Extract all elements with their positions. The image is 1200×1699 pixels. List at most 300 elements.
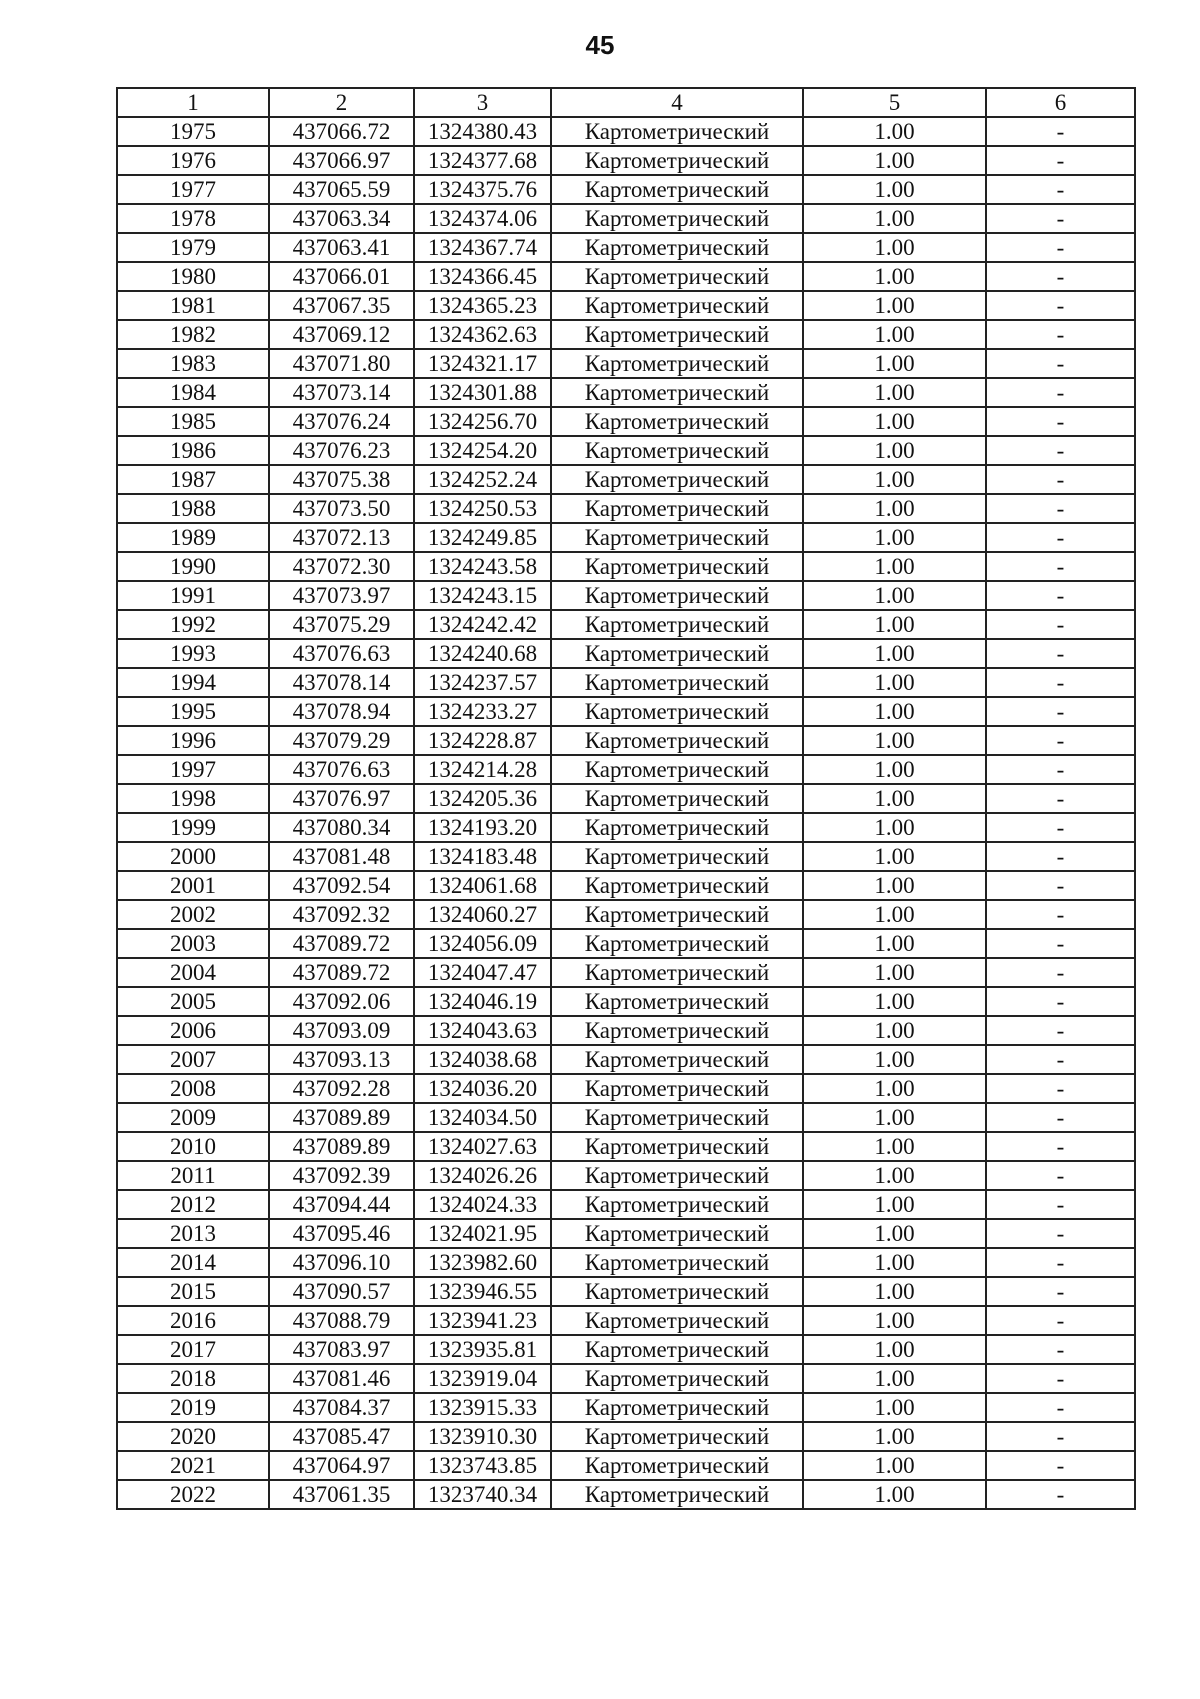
- table-row: [117, 465, 1135, 494]
- note-cell: -: [986, 552, 1135, 581]
- note-cell: -: [986, 494, 1135, 523]
- accuracy-cell: 1.00: [803, 1422, 986, 1451]
- table-row: [117, 1074, 1135, 1103]
- y-coordinate-cell: 1324233.27: [414, 697, 551, 726]
- note-cell: -: [986, 1248, 1135, 1277]
- method-cell: Картометрический: [551, 1451, 803, 1480]
- table-row: [117, 726, 1135, 755]
- point-number-cell: 1993: [117, 639, 269, 668]
- x-coordinate-cell: 437092.06: [269, 987, 414, 1016]
- x-coordinate-cell: 437080.34: [269, 813, 414, 842]
- method-cell: Картометрический: [551, 1277, 803, 1306]
- table-row: [117, 1045, 1135, 1074]
- x-coordinate-cell: 437073.50: [269, 494, 414, 523]
- accuracy-cell: 1.00: [803, 581, 986, 610]
- y-coordinate-cell: 1323743.85: [414, 1451, 551, 1480]
- method-cell: Картометрический: [551, 668, 803, 697]
- point-number-cell: 2020: [117, 1422, 269, 1451]
- method-cell: Картометрический: [551, 117, 803, 146]
- note-cell: -: [986, 726, 1135, 755]
- x-coordinate-cell: 437064.97: [269, 1451, 414, 1480]
- note-cell: -: [986, 1393, 1135, 1422]
- point-number-cell: 2022: [117, 1480, 269, 1509]
- table-row: [117, 697, 1135, 726]
- y-coordinate-cell: 1324321.17: [414, 349, 551, 378]
- x-coordinate-cell: 437066.72: [269, 117, 414, 146]
- table-row: [117, 1335, 1135, 1364]
- point-number-cell: 2017: [117, 1335, 269, 1364]
- x-coordinate-cell: 437075.38: [269, 465, 414, 494]
- x-coordinate-cell: 437066.01: [269, 262, 414, 291]
- accuracy-cell: 1.00: [803, 842, 986, 871]
- x-coordinate-cell: 437096.10: [269, 1248, 414, 1277]
- x-coordinate-cell: 437078.94: [269, 697, 414, 726]
- y-coordinate-cell: 1324366.45: [414, 262, 551, 291]
- note-cell: -: [986, 1422, 1135, 1451]
- column-header: 2: [269, 88, 414, 117]
- point-number-cell: 1985: [117, 407, 269, 436]
- point-number-cell: 2013: [117, 1219, 269, 1248]
- x-coordinate-cell: 437095.46: [269, 1219, 414, 1248]
- accuracy-cell: 1.00: [803, 871, 986, 900]
- y-coordinate-cell: 1324367.74: [414, 233, 551, 262]
- table-row: [117, 1132, 1135, 1161]
- accuracy-cell: 1.00: [803, 1393, 986, 1422]
- note-cell: -: [986, 117, 1135, 146]
- page-number: 45: [585, 30, 615, 60]
- method-cell: Картометрический: [551, 523, 803, 552]
- x-coordinate-cell: 437076.23: [269, 436, 414, 465]
- accuracy-cell: 1.00: [803, 1364, 986, 1393]
- note-cell: -: [986, 320, 1135, 349]
- accuracy-cell: 1.00: [803, 1248, 986, 1277]
- method-cell: Картометрический: [551, 262, 803, 291]
- table-row: [117, 1480, 1135, 1509]
- note-cell: -: [986, 871, 1135, 900]
- method-cell: Картометрический: [551, 1306, 803, 1335]
- table-row: [117, 262, 1135, 291]
- column-header: 1: [117, 88, 269, 117]
- y-coordinate-cell: 1324034.50: [414, 1103, 551, 1132]
- point-number-cell: 1997: [117, 755, 269, 784]
- y-coordinate-cell: 1324237.57: [414, 668, 551, 697]
- x-coordinate-cell: 437067.35: [269, 291, 414, 320]
- table-row: [117, 523, 1135, 552]
- method-cell: Картометрический: [551, 784, 803, 813]
- x-coordinate-cell: 437066.97: [269, 146, 414, 175]
- accuracy-cell: 1.00: [803, 436, 986, 465]
- table-row: [117, 407, 1135, 436]
- method-cell: Картометрический: [551, 1074, 803, 1103]
- accuracy-cell: 1.00: [803, 958, 986, 987]
- x-coordinate-cell: 437093.09: [269, 1016, 414, 1045]
- point-number-cell: 2018: [117, 1364, 269, 1393]
- x-coordinate-cell: 437092.32: [269, 900, 414, 929]
- accuracy-cell: 1.00: [803, 1190, 986, 1219]
- point-number-cell: 1999: [117, 813, 269, 842]
- note-cell: -: [986, 813, 1135, 842]
- point-number-cell: 2004: [117, 958, 269, 987]
- method-cell: Картометрический: [551, 929, 803, 958]
- y-coordinate-cell: 1324380.43: [414, 117, 551, 146]
- y-coordinate-cell: 1324027.63: [414, 1132, 551, 1161]
- y-coordinate-cell: 1324365.23: [414, 291, 551, 320]
- note-cell: -: [986, 842, 1135, 871]
- column-header: 5: [803, 88, 986, 117]
- point-number-cell: 1976: [117, 146, 269, 175]
- method-cell: Картометрический: [551, 871, 803, 900]
- method-cell: Картометрический: [551, 494, 803, 523]
- point-number-cell: 1986: [117, 436, 269, 465]
- method-cell: Картометрический: [551, 755, 803, 784]
- y-coordinate-cell: 1323915.33: [414, 1393, 551, 1422]
- method-cell: Картометрический: [551, 842, 803, 871]
- y-coordinate-cell: 1323982.60: [414, 1248, 551, 1277]
- accuracy-cell: 1.00: [803, 175, 986, 204]
- y-coordinate-cell: 1324254.20: [414, 436, 551, 465]
- table-row: [117, 494, 1135, 523]
- point-number-cell: 1977: [117, 175, 269, 204]
- y-coordinate-cell: 1324060.27: [414, 900, 551, 929]
- table-row: [117, 291, 1135, 320]
- method-cell: Картометрический: [551, 581, 803, 610]
- note-cell: -: [986, 987, 1135, 1016]
- method-cell: Картометрический: [551, 1045, 803, 1074]
- x-coordinate-cell: 437094.44: [269, 1190, 414, 1219]
- y-coordinate-cell: 1324183.48: [414, 842, 551, 871]
- accuracy-cell: 1.00: [803, 755, 986, 784]
- method-cell: Картометрический: [551, 1219, 803, 1248]
- column-header: 4: [551, 88, 803, 117]
- x-coordinate-cell: 437092.39: [269, 1161, 414, 1190]
- accuracy-cell: 1.00: [803, 320, 986, 349]
- note-cell: -: [986, 175, 1135, 204]
- x-coordinate-cell: 437088.79: [269, 1306, 414, 1335]
- method-cell: Картометрический: [551, 1161, 803, 1190]
- note-cell: -: [986, 755, 1135, 784]
- y-coordinate-cell: 1324214.28: [414, 755, 551, 784]
- table-row: [117, 1219, 1135, 1248]
- accuracy-cell: 1.00: [803, 813, 986, 842]
- table-row: [117, 900, 1135, 929]
- method-cell: Картометрический: [551, 900, 803, 929]
- x-coordinate-cell: 437076.63: [269, 639, 414, 668]
- note-cell: -: [986, 1480, 1135, 1509]
- table-row: [117, 117, 1135, 146]
- accuracy-cell: 1.00: [803, 117, 986, 146]
- x-coordinate-cell: 437073.14: [269, 378, 414, 407]
- table-row: [117, 175, 1135, 204]
- table-row: [117, 610, 1135, 639]
- accuracy-cell: 1.00: [803, 697, 986, 726]
- point-number-cell: 1991: [117, 581, 269, 610]
- y-coordinate-cell: 1324249.85: [414, 523, 551, 552]
- accuracy-cell: 1.00: [803, 291, 986, 320]
- accuracy-cell: 1.00: [803, 1016, 986, 1045]
- y-coordinate-cell: 1324374.06: [414, 204, 551, 233]
- table-row: [117, 146, 1135, 175]
- table-row: [117, 1161, 1135, 1190]
- method-cell: Картометрический: [551, 291, 803, 320]
- note-cell: -: [986, 639, 1135, 668]
- method-cell: Картометрический: [551, 204, 803, 233]
- y-coordinate-cell: 1324056.09: [414, 929, 551, 958]
- x-coordinate-cell: 437069.12: [269, 320, 414, 349]
- point-number-cell: 1979: [117, 233, 269, 262]
- note-cell: -: [986, 378, 1135, 407]
- method-cell: Картометрический: [551, 436, 803, 465]
- method-cell: Картометрический: [551, 610, 803, 639]
- accuracy-cell: 1.00: [803, 146, 986, 175]
- y-coordinate-cell: 1324061.68: [414, 871, 551, 900]
- note-cell: -: [986, 697, 1135, 726]
- point-number-cell: 1987: [117, 465, 269, 494]
- y-coordinate-cell: 1324377.68: [414, 146, 551, 175]
- x-coordinate-cell: 437089.89: [269, 1103, 414, 1132]
- point-number-cell: 2019: [117, 1393, 269, 1422]
- y-coordinate-cell: 1324362.63: [414, 320, 551, 349]
- y-coordinate-cell: 1324240.68: [414, 639, 551, 668]
- note-cell: -: [986, 1045, 1135, 1074]
- y-coordinate-cell: 1324242.42: [414, 610, 551, 639]
- method-cell: Картометрический: [551, 146, 803, 175]
- table-row: [117, 1364, 1135, 1393]
- x-coordinate-cell: 437078.14: [269, 668, 414, 697]
- accuracy-cell: 1.00: [803, 1103, 986, 1132]
- note-cell: -: [986, 349, 1135, 378]
- table-row: [117, 1306, 1135, 1335]
- accuracy-cell: 1.00: [803, 1132, 986, 1161]
- table-row: [117, 668, 1135, 697]
- accuracy-cell: 1.00: [803, 929, 986, 958]
- method-cell: Картометрический: [551, 378, 803, 407]
- x-coordinate-cell: 437092.54: [269, 871, 414, 900]
- note-cell: -: [986, 262, 1135, 291]
- x-coordinate-cell: 437076.24: [269, 407, 414, 436]
- table-row: [117, 581, 1135, 610]
- x-coordinate-cell: 437089.72: [269, 958, 414, 987]
- note-cell: -: [986, 929, 1135, 958]
- x-coordinate-cell: 437084.37: [269, 1393, 414, 1422]
- x-coordinate-cell: 437081.46: [269, 1364, 414, 1393]
- note-cell: -: [986, 1277, 1135, 1306]
- note-cell: -: [986, 610, 1135, 639]
- table-row: [117, 1103, 1135, 1132]
- x-coordinate-cell: 437090.57: [269, 1277, 414, 1306]
- accuracy-cell: 1.00: [803, 1161, 986, 1190]
- method-cell: Картометрический: [551, 1422, 803, 1451]
- note-cell: -: [986, 146, 1135, 175]
- table-body: [117, 117, 1135, 1509]
- x-coordinate-cell: 437076.63: [269, 755, 414, 784]
- x-coordinate-cell: 437063.41: [269, 233, 414, 262]
- x-coordinate-cell: 437083.97: [269, 1335, 414, 1364]
- table-row: [117, 552, 1135, 581]
- point-number-cell: 2000: [117, 842, 269, 871]
- table-row: [117, 349, 1135, 378]
- point-number-cell: 1982: [117, 320, 269, 349]
- table-row: [117, 233, 1135, 262]
- y-coordinate-cell: 1324228.87: [414, 726, 551, 755]
- note-cell: -: [986, 1161, 1135, 1190]
- accuracy-cell: 1.00: [803, 262, 986, 291]
- point-number-cell: 1996: [117, 726, 269, 755]
- method-cell: Картометрический: [551, 1364, 803, 1393]
- table-row: [117, 871, 1135, 900]
- method-cell: Картометрический: [551, 1335, 803, 1364]
- accuracy-cell: 1.00: [803, 639, 986, 668]
- table-row: [117, 1393, 1135, 1422]
- note-cell: -: [986, 204, 1135, 233]
- point-number-cell: 1984: [117, 378, 269, 407]
- note-cell: -: [986, 1306, 1135, 1335]
- x-coordinate-cell: 437071.80: [269, 349, 414, 378]
- point-number-cell: 1980: [117, 262, 269, 291]
- table-row: [117, 1190, 1135, 1219]
- note-cell: -: [986, 233, 1135, 262]
- y-coordinate-cell: 1324250.53: [414, 494, 551, 523]
- note-cell: -: [986, 1451, 1135, 1480]
- y-coordinate-cell: 1324252.24: [414, 465, 551, 494]
- accuracy-cell: 1.00: [803, 378, 986, 407]
- x-coordinate-cell: 437075.29: [269, 610, 414, 639]
- point-number-cell: 2009: [117, 1103, 269, 1132]
- accuracy-cell: 1.00: [803, 204, 986, 233]
- y-coordinate-cell: 1324036.20: [414, 1074, 551, 1103]
- method-cell: Картометрический: [551, 697, 803, 726]
- method-cell: Картометрический: [551, 1190, 803, 1219]
- method-cell: Картометрический: [551, 1248, 803, 1277]
- table-row: [117, 842, 1135, 871]
- note-cell: -: [986, 900, 1135, 929]
- method-cell: Картометрический: [551, 1016, 803, 1045]
- x-coordinate-cell: 437072.30: [269, 552, 414, 581]
- x-coordinate-cell: 437061.35: [269, 1480, 414, 1509]
- note-cell: -: [986, 1335, 1135, 1364]
- accuracy-cell: 1.00: [803, 1277, 986, 1306]
- y-coordinate-cell: 1323910.30: [414, 1422, 551, 1451]
- accuracy-cell: 1.00: [803, 1045, 986, 1074]
- note-cell: -: [986, 1190, 1135, 1219]
- method-cell: Картометрический: [551, 407, 803, 436]
- point-number-cell: 2005: [117, 987, 269, 1016]
- method-cell: Картометрический: [551, 349, 803, 378]
- point-number-cell: 1995: [117, 697, 269, 726]
- note-cell: -: [986, 784, 1135, 813]
- point-number-cell: 1978: [117, 204, 269, 233]
- x-coordinate-cell: 437073.97: [269, 581, 414, 610]
- y-coordinate-cell: 1324301.88: [414, 378, 551, 407]
- y-coordinate-cell: 1324243.58: [414, 552, 551, 581]
- table-row: [117, 1422, 1135, 1451]
- note-cell: -: [986, 523, 1135, 552]
- method-cell: Картометрический: [551, 958, 803, 987]
- x-coordinate-cell: 437093.13: [269, 1045, 414, 1074]
- method-cell: Картометрический: [551, 320, 803, 349]
- y-coordinate-cell: 1323919.04: [414, 1364, 551, 1393]
- x-coordinate-cell: 437072.13: [269, 523, 414, 552]
- x-coordinate-cell: 437065.59: [269, 175, 414, 204]
- method-cell: Картометрический: [551, 1132, 803, 1161]
- y-coordinate-cell: 1324021.95: [414, 1219, 551, 1248]
- x-coordinate-cell: 437092.28: [269, 1074, 414, 1103]
- method-cell: Картометрический: [551, 175, 803, 204]
- accuracy-cell: 1.00: [803, 668, 986, 697]
- table-row: [117, 1248, 1135, 1277]
- table-row: [117, 929, 1135, 958]
- y-coordinate-cell: 1323740.34: [414, 1480, 551, 1509]
- y-coordinate-cell: 1324024.33: [414, 1190, 551, 1219]
- accuracy-cell: 1.00: [803, 784, 986, 813]
- point-number-cell: 1988: [117, 494, 269, 523]
- x-coordinate-cell: 437081.48: [269, 842, 414, 871]
- method-cell: Картометрический: [551, 813, 803, 842]
- y-coordinate-cell: 1323941.23: [414, 1306, 551, 1335]
- accuracy-cell: 1.00: [803, 1335, 986, 1364]
- y-coordinate-cell: 1324205.36: [414, 784, 551, 813]
- note-cell: -: [986, 1132, 1135, 1161]
- table-row: [117, 1016, 1135, 1045]
- y-coordinate-cell: 1324026.26: [414, 1161, 551, 1190]
- y-coordinate-cell: 1324038.68: [414, 1045, 551, 1074]
- method-cell: Картометрический: [551, 1103, 803, 1132]
- accuracy-cell: 1.00: [803, 233, 986, 262]
- point-number-cell: 2010: [117, 1132, 269, 1161]
- table-row: [117, 378, 1135, 407]
- point-number-cell: 2002: [117, 900, 269, 929]
- point-number-cell: 2016: [117, 1306, 269, 1335]
- table-row: [117, 1277, 1135, 1306]
- note-cell: -: [986, 291, 1135, 320]
- accuracy-cell: 1.00: [803, 465, 986, 494]
- note-cell: -: [986, 407, 1135, 436]
- point-number-cell: 2012: [117, 1190, 269, 1219]
- point-number-cell: 2003: [117, 929, 269, 958]
- table-row: [117, 1451, 1135, 1480]
- x-coordinate-cell: 437076.97: [269, 784, 414, 813]
- table-row: [117, 813, 1135, 842]
- point-number-cell: 1994: [117, 668, 269, 697]
- table-row: [117, 320, 1135, 349]
- accuracy-cell: 1.00: [803, 987, 986, 1016]
- note-cell: -: [986, 581, 1135, 610]
- accuracy-cell: 1.00: [803, 1480, 986, 1509]
- table-row: [117, 958, 1135, 987]
- point-number-cell: 1990: [117, 552, 269, 581]
- table-row: [117, 436, 1135, 465]
- method-cell: Картометрический: [551, 233, 803, 262]
- note-cell: -: [986, 1074, 1135, 1103]
- accuracy-cell: 1.00: [803, 726, 986, 755]
- point-number-cell: 1983: [117, 349, 269, 378]
- method-cell: Картометрический: [551, 639, 803, 668]
- point-number-cell: 1981: [117, 291, 269, 320]
- header-row: [117, 88, 1135, 117]
- accuracy-cell: 1.00: [803, 407, 986, 436]
- point-number-cell: 2001: [117, 871, 269, 900]
- x-coordinate-cell: 437079.29: [269, 726, 414, 755]
- method-cell: Картометрический: [551, 1393, 803, 1422]
- accuracy-cell: 1.00: [803, 552, 986, 581]
- method-cell: Картометрический: [551, 987, 803, 1016]
- accuracy-cell: 1.00: [803, 1451, 986, 1480]
- x-coordinate-cell: 437089.72: [269, 929, 414, 958]
- method-cell: Картометрический: [551, 1480, 803, 1509]
- y-coordinate-cell: 1324375.76: [414, 175, 551, 204]
- y-coordinate-cell: 1324193.20: [414, 813, 551, 842]
- method-cell: Картометрический: [551, 465, 803, 494]
- coordinates-table: [116, 87, 1136, 1510]
